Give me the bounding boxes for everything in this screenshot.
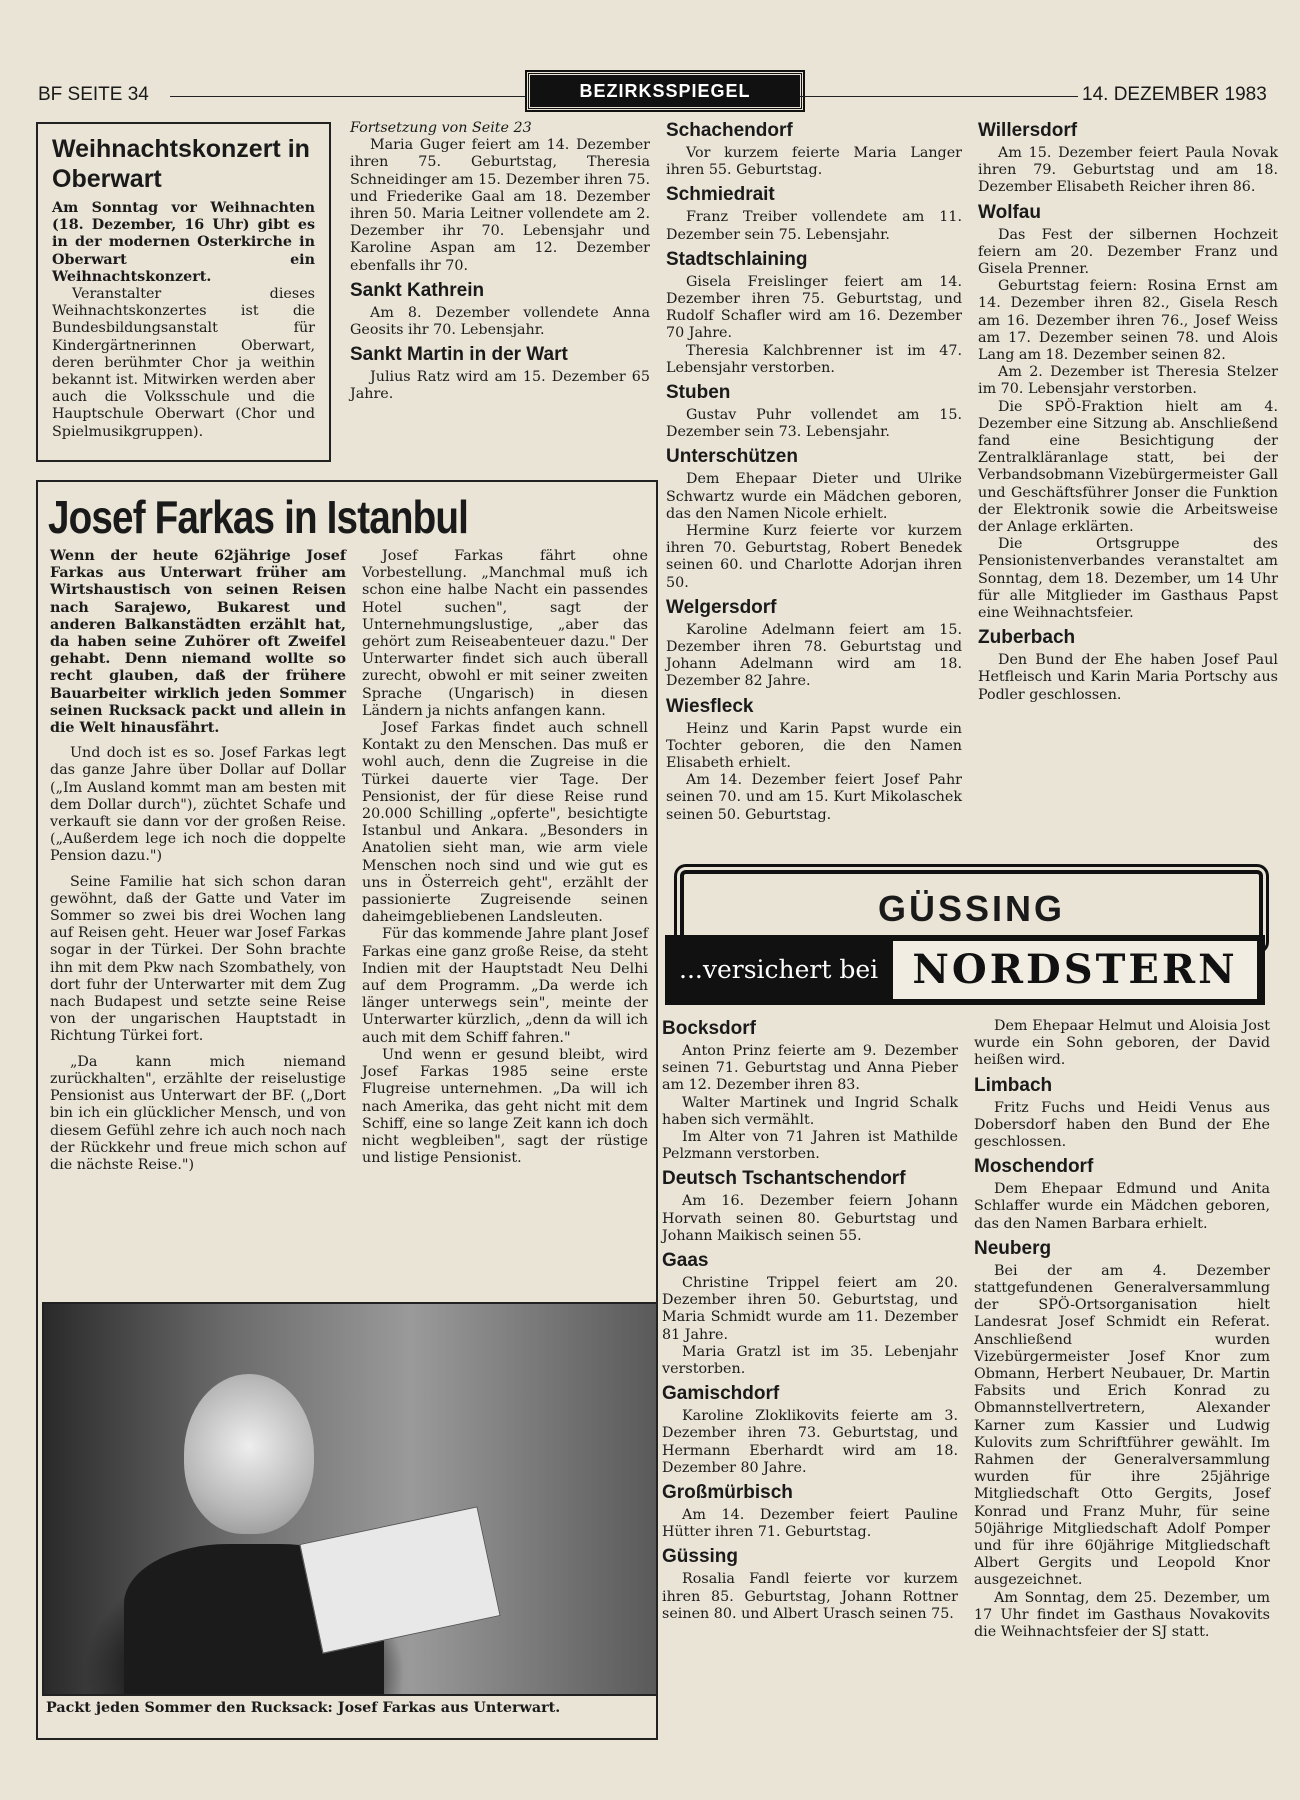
- gaas-paragraph-1: Christine Trippel feiert am 20. Dezember ihren 50. Geburtstag, und Maria Schmidt wurde am 11. Dezember 81 Jahre.: [662, 1275, 958, 1343]
- farkas-title: Josef Farkas in Istanbul: [48, 491, 469, 543]
- limbach-paragraph: Fritz Fuchs und Heidi Venus aus Dobersdorf haben den Bund der Ehe geschlossen.: [974, 1099, 1270, 1151]
- farkas-caption: Packt jeden Sommer den Rucksack: Josef Farkas aus Unterwart.: [46, 1700, 561, 1716]
- heading-deutsch-tschantschendorf: Deutsch Tschantschendorf: [662, 1168, 906, 1190]
- heading-welgersdorf: Welgersdorf: [666, 596, 777, 618]
- farkas-r2: Josef Farkas findet auch schnell Kontakt zu den Menschen. Das muß er wohl auch, denn die Zugreise in die Türkei dauerte vier Tage. Der Pensionist, der für diese Reise rund 20.000 Schilling „opferte", besichtigte Istanbul und Ankara. „Besonders in Anatolien sieht man, wie arm viele Menschen noch sind und wie gut es uns in Österreich geht", erzählt der passionierte Zugreisende seinen daheimgebliebenen Landsleuten.: [362, 720, 648, 926]
- welgersdorf-paragraph: Karoline Adelmann feiert am 15. Dezember ihren 78. Geburtstag und Johann Adelmann wird am 18. Dezember 82 Jahre.: [666, 621, 962, 690]
- unterschuetzen-paragraph-1: Dem Ehepaar Dieter und Ulrike Schwartz wurde ein Mädchen geboren, das den Namen Nicole erhielt.: [666, 471, 962, 522]
- heading-wolfau: Wolfau: [978, 201, 1041, 223]
- header-rule-left: [170, 96, 525, 97]
- farkas-r3: Für das kommende Jahre plant Josef Farkas eine ganz große Reise, da steht Indien mit der Hauptstadt Neu Delhi auf dem Programm. „Da werde ich länger unterwegs sein", meinte der Unterwarter kürzlich, „denn da will ich auch mit dem Schiff fahren.": [362, 926, 648, 1046]
- unterschuetzen-paragraph-2: Hermine Kurz feierte vor kurzem ihren 70. Geburtstag, Robert Benedek seinen 60. und Charlotte Adorjan ihren 50.: [666, 523, 962, 591]
- wolfau-paragraph-4: Die SPÖ-Fraktion hielt am 4. Dezember eine Sitzung ab. Anschließend fand eine Besichtigung der Zentralkläranlage statt, bei der Verbandsobmann Vizebürgermeister Gall und Geschäftsführer Jonser die Funktion der Elektronik sowie die Arbeitsweise der Anlage erklärten.: [978, 398, 1278, 536]
- farkas-photo: [42, 1302, 658, 1696]
- weihnachtskonzert-box: [36, 122, 331, 462]
- wolfau-paragraph-5: Die Ortsgruppe des Pensionistenverbandes veranstaltet am Sonntag, dem 18. Dezember, um 14 Uhr für alle Mitglieder im Gasthaus Papst eine Weihnachtsfeier.: [978, 536, 1278, 622]
- section-banner: BEZIRKSSPIEGEL: [527, 72, 803, 110]
- weihnachtskonzert-title: Weihnachtskonzert in Oberwart: [52, 135, 310, 193]
- willersdorf-paragraph: Am 15. Dezember feiert Paula Novak ihren 79. Geburtstag und am 18. Dezember Elisabeth Reicher ihren 86.: [978, 145, 1278, 196]
- nordstern-ad-left: ...versichert bei: [679, 955, 879, 984]
- header-rule-right: [800, 96, 1078, 97]
- zuberbach-paragraph: Den Bund der Ehe haben Josef Paul Hetfleisch und Karin Maria Portschy aus Podler geschlossen.: [978, 652, 1278, 703]
- farkas-p3: „Da kann mich niemand zurückhalten", erzählte der reiselustige Pensionist aus Unterwart der BF. („Dort bin ich ein glücklicher Mensch, und von diesem Gefühl zehre ich auch noch nach der Rückkehr und freue mich schon auf die nächste Reise."): [50, 1053, 346, 1173]
- farkas-article: [36, 480, 658, 1740]
- gamischdorf-paragraph: Karoline Zloklikovits feierte am 3. Dezember ihren 73. Geburtstag, und Hermann Eberhardt wird am 18. Dezember 80 Jahre.: [662, 1408, 958, 1476]
- martin-paragraph: Julius Ratz wird am 15. Dezember 65 Jahre.: [350, 369, 650, 403]
- heading-willersdorf: Willersdorf: [978, 120, 1078, 141]
- kathrein-paragraph: Am 8. Dezember vollendete Anna Geosits ihr 70. Lebensjahr.: [350, 304, 650, 339]
- col3: [666, 120, 962, 824]
- farkas-r1: Josef Farkas fährt ohne Vorbestellung. „Manchmal muß ich schon eine halbe Nacht ein passendes Hotel suchen", sagt der Unternehmungslustige, „aber das gehört zum Reiseabenteuer dazu." Der Unterwarter findet sich auch überall zurecht, obwohl er mit seiner zweiten Sprache (Ungarisch) in diesen Ländern ja nichts anfangen kann.: [362, 548, 648, 719]
- heading-neuberg: Neuberg: [974, 1237, 1052, 1259]
- bocksdorf-paragraph-3: Im Alter von 71 Jahren ist Mathilde Pelzmann verstorben.: [662, 1129, 958, 1163]
- heading-sankt-kathrein: Sankt Kathrein: [350, 279, 485, 301]
- col4: [978, 120, 1278, 704]
- continuation-note: Fortsetzung von Seite 23: [350, 120, 532, 136]
- stadtschlaining-paragraph-2: Theresia Kalchbrenner ist im 47. Lebensjahr verstorben.: [666, 342, 962, 376]
- heading-grossmuerbisch: Großmürbisch: [662, 1482, 793, 1504]
- wolfau-paragraph-3: Am 2. Dezember ist Theresia Stelzer im 70. Lebensjahr verstorben.: [978, 364, 1278, 398]
- nordstern-ad-right: NORDSTERN: [893, 941, 1257, 999]
- jost-paragraph: Dem Ehepaar Helmut und Aloisia Jost wurde ein Sohn geboren, der David heißen wird.: [974, 1018, 1270, 1069]
- heading-limbach: Limbach: [974, 1074, 1053, 1096]
- farkas-r4: Und wenn er gesund bleibt, wird Josef Farkas 1985 seine erste Flugreise unternehmen. „Da will ich nach Amerika, das geht nicht mit dem Schiff, eine so lange Zeit kann ich doch nicht wegbleiben", sagt der rüstige und listige Pensionist.: [362, 1046, 648, 1167]
- gussing-section-title: GÜSSING: [680, 870, 1263, 948]
- heading-schachendorf: Schachendorf: [666, 120, 793, 141]
- heading-schmiedrait: Schmiedrait: [666, 184, 775, 206]
- heading-stuben: Stuben: [666, 382, 731, 404]
- heading-sankt-martin: Sankt Martin in der Wart: [350, 344, 568, 366]
- wolfau-paragraph-2: Geburtstag feiern: Rosina Ernst am 14. Dezember ihren 82., Gisela Resch am 16. Dezember ihren 76., Josef Weiss am 17. Dezember seinen 78. und Alois Lang am 18. Dezember seinen 82.: [978, 278, 1278, 364]
- farkas-col-left: [50, 548, 346, 1174]
- stuben-paragraph: Gustav Puhr vollendet am 15. Dezember sein 73. Lebensjahr.: [666, 407, 962, 441]
- page-number: BF SEITE 34: [38, 84, 149, 105]
- bocksdorf-paragraph-1: Anton Prinz feierte am 9. Dezember seinen 71. Geburtstag und Anna Pieber am 12. Dezember ihren 83.: [662, 1043, 958, 1094]
- col6: [974, 1018, 1270, 1641]
- gaas-paragraph-2: Maria Gratzl ist im 35. Lebenjahr verstorben.: [662, 1343, 958, 1378]
- schachendorf-paragraph: Vor kurzem feierte Maria Langer ihren 55. Geburtstag.: [666, 145, 962, 179]
- neuberg-paragraph-1: Bei der am 4. Dezember stattgefundenen Generalversammlung der SPÖ-Ortsorganisation hielt Landesrat Josef Schmidt ein Referat. Anschließend wurden Vizebürgermeister Josef Knor zum Obmann, Herbert Neubauer, Dr. Martin Fabsits und Erich Konrad zu Obmannstellvertretern, Alexander Karner zum Kassier und Ludwig Kulovits zum Schriftführer gewählt. Im Rahmen der Generalversammlung wurden für ihre 25jährige Mitgliedschaft Otto Gergits, Josef Konrad und Franz Muhr, für seine 50jährige Mitgliedschaft Adolf Pomper und für ihre 60jährige Mitgliedschaft Albert Gergits und Leopold Knor ausgezeichnet.: [974, 1262, 1270, 1589]
- ticket-shape: [299, 1506, 500, 1653]
- wiesfleck-paragraph-1: Heinz und Karin Papst wurde ein Tochter geboren, die den Namen Elisabeth erhielt.: [666, 720, 962, 772]
- farkas-p2: Seine Familie hat sich schon daran gewöhnt, daß der Gatte und Vater im Sommer so zwei bis drei Wochen lang auf Reisen geht. Heuer war Josef Farkas sogar in der Türkei. Der Sohn brachte ihn mit dem Pkw nach Szombathely, von dort fuhr der Unterwarter mit dem Zug nach Budapest und setzte seine Reise von der ungarischen Hauptstadt in Richtung Türkei fort.: [50, 873, 346, 1045]
- farkas-p1: Und doch ist es so. Josef Farkas legt das ganze Jahre über Dollar auf Dollar („Im Ausland kommt man am besten mit dem Dollar durch"), züchtet Schafe und verkauft sie dann vor der großen Reise. („Außerdem lege ich noch die doppelte Pension dazu."): [50, 745, 346, 865]
- nordstern-ad: [665, 935, 1265, 1005]
- heading-moschendorf: Moschendorf: [974, 1156, 1094, 1178]
- heading-wiesfleck: Wiesfleck: [666, 695, 754, 717]
- col5: [662, 1018, 958, 1623]
- issue-date: 14. DEZEMBER 1983: [1082, 84, 1267, 105]
- farkas-lead: Wenn der heute 62jährige Josef Farkas aus Unterwart früher am Wirtshaustisch von seinen Reisen nach Sarajewo, Bukarest und anderen Balkanstädten erzählt hat, da haben seine Zuhörer oft Zweifel gehabt. Denn niemand wollte so recht glauben, daß der frühere Bauarbeiter wirklich jeden Sommer seinen Rucksack packt und allein in die Welt hinausfährt.: [50, 548, 346, 737]
- guessing-paragraph: Rosalia Fandl feierte vor kurzem ihren 85. Geburtstag, Johann Rottner seinen 80. und Albert Urasch seinen 75.: [662, 1571, 958, 1622]
- face-shape: [184, 1374, 314, 1534]
- heading-bocksdorf: Bocksdorf: [662, 1018, 756, 1039]
- neuberg-paragraph-2: Am Sonntag, dem 25. Dezember, um 17 Uhr findet im Gasthaus Novakovits die Weihnachtsfeier der SJ statt.: [974, 1589, 1270, 1641]
- heading-guessing: Güssing: [662, 1546, 739, 1568]
- schmiedrait-paragraph: Franz Treiber vollendete am 11. Dezember sein 75. Lebensjahr.: [666, 209, 962, 243]
- farkas-col-right: [362, 548, 648, 1167]
- grossmuerbisch-paragraph: Am 14. Dezember feiert Pauline Hütter ihren 71. Geburtstag.: [662, 1507, 958, 1541]
- wiesfleck-paragraph-2: Am 14. Dezember feiert Josef Pahr seinen 70. und am 15. Kurt Mikolaschek seinen 50. Geburtstag.: [666, 772, 962, 823]
- col2-top: [350, 120, 650, 404]
- heading-unterschuetzen: Unterschützen: [666, 446, 798, 468]
- wolfau-paragraph-1: Das Fest der silbernen Hochzeit feiern am 20. Dezember Franz und Gisela Prenner.: [978, 226, 1278, 278]
- stadtschlaining-paragraph-1: Gisela Freislinger feiert am 14. Dezember ihren 75. Geburtstag, und Rudolf Schafler wird am 16. Dezember 70 Jahre.: [666, 273, 962, 342]
- deutsch-tschantschendorf-paragraph: Am 16. Dezember feiern Johann Horvath seinen 80. Geburtstag und Johann Maikisch seinen 55.: [662, 1193, 958, 1244]
- moschendorf-paragraph: Dem Ehepaar Edmund und Anita Schlaffer wurde ein Mädchen geboren, das den Namen Barbara erhielt.: [974, 1181, 1270, 1232]
- weihnachtskonzert-body: Veranstalter dieses Weihnachtskonzertes ist die Bundesbildungsanstalt für Kindergärtnerinnen Oberwart, deren berühmter Chor ja weithin bekannt ist. Mitwirken werden aber auch die Volksschule und die Hauptschule Oberwart (Chor und Spielmusikgruppen).: [52, 286, 315, 440]
- guger-paragraph: Maria Guger feiert am 14. Dezember ihren 75. Geburtstag, Theresia Schneidinger am 15. Dezember ihren 75. und Friederike Gaal am 18. Dezember ihren 50. Maria Leitner vollendete am 2. Dezember ihr 70. Lebensjahr und Karoline Aspan am 12. Dezember ebenfalls ihr 70.: [350, 137, 650, 274]
- heading-gamischdorf: Gamischdorf: [662, 1383, 780, 1405]
- heading-zuberbach: Zuberbach: [978, 627, 1076, 649]
- weihnachtskonzert-lead: Am Sonntag vor Weihnachten (18. Dezember, 16 Uhr) gibt es in der modernen Osterkirche in Oberwart ein Weihnachtskonzert.: [52, 200, 315, 285]
- heading-gaas: Gaas: [662, 1250, 709, 1272]
- heading-stadtschlaining: Stadtschlaining: [666, 248, 808, 270]
- bocksdorf-paragraph-2: Walter Martinek und Ingrid Schalk haben sich vermählt.: [662, 1094, 958, 1128]
